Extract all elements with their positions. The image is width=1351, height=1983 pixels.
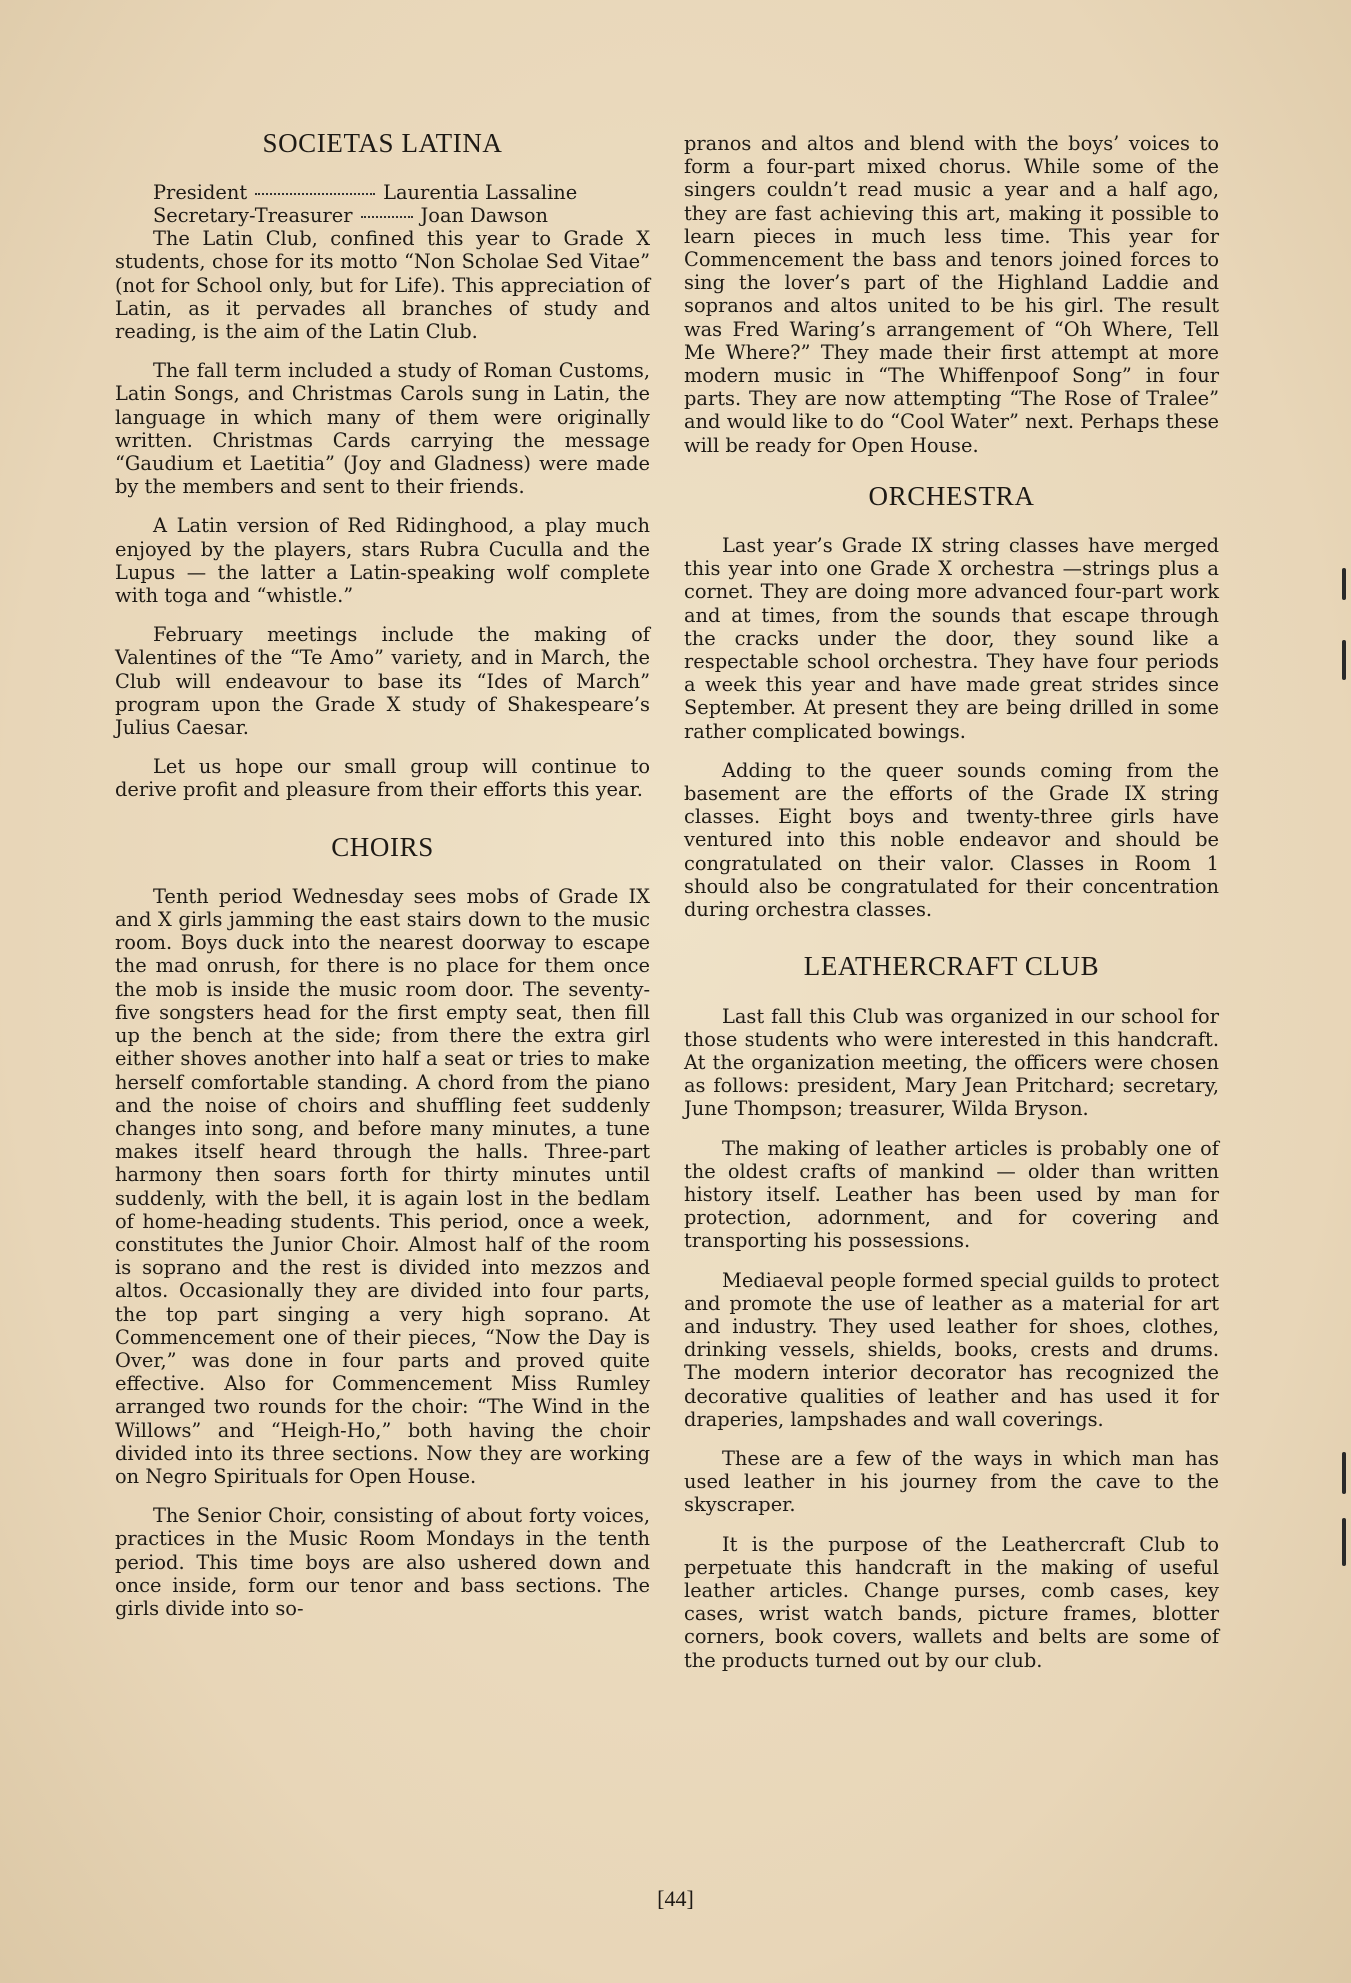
choirs-section	[115, 831, 650, 1621]
dot-leader	[255, 193, 375, 195]
paragraph: The Senior Choir, consisting of about forty voices, practices in the Music Room Mondays in the tenth period. This time boys are also ushered down and once inside, form our tenor and bass sections. The girls divide into so-	[115, 1504, 650, 1620]
paragraph: These are a few of the ways in which man has used leather in his journey from the cave to the skyscraper.	[684, 1446, 1219, 1517]
officer-label: President	[153, 181, 248, 205]
paragraph: The fall term included a study of Roman Customs, Latin Songs, and Christmas Carols sung in Latin, the language in which many of them were originally written. Christmas Cards carrying the message “Gaudium et Laetitia” (Joy and Gladness) were made by the members and sent to their friends.	[115, 359, 650, 499]
leathercraft-heading: LEATHERCRAFT CLUB	[803, 951, 1100, 982]
paragraph: Let us hope our small group will continue to derive profit and pleasure from their efforts this year.	[115, 755, 650, 802]
paragraph: Adding to the queer sounds coming from the basement are the efforts of the Grade IX string classes. Eight boys and twenty-three girls have ventured into this noble endeavor and should be congratulated on their valor. Classes in Room 1 should also be congratulated for their concentration during orchestra classes.	[684, 758, 1219, 922]
officer-secretary-treasurer	[115, 204, 650, 227]
page-number: [44]	[657, 1886, 694, 1911]
paragraph: Last year’s Grade IX string classes have merged this year into one Grade X orchestra —strings plus a cornet. They are doing more advanced four-part work and at times, from the sounds that escape through the cracks under the door, they sound like a respectable school orchestra. They have four periods a week this year and have made great strides since September. At present they are being drilled in some rather complicated bowings.	[684, 534, 1219, 743]
binding-mark	[1342, 568, 1346, 600]
right-column	[684, 132, 1219, 1688]
officer-name: Laurentia Lassaline	[383, 181, 578, 205]
binding-mark	[1342, 1452, 1346, 1494]
choirs-heading: CHOIRS	[331, 831, 434, 862]
officer-president	[115, 181, 650, 204]
paragraph: It is the purpose of the Leathercraft Club to perpetuate this handcraft in the making of useful leather articles. Change purses, comb cases, key cases, wrist watch bands, picture frames, blotter corners, book covers, wallets and belts are some of the products turned out by our club.	[684, 1532, 1219, 1672]
orchestra-heading: ORCHESTRA	[868, 480, 1035, 511]
societas-latina-section	[115, 128, 650, 802]
dot-leader	[361, 216, 413, 218]
orchestra-section	[684, 480, 1219, 922]
officer-label: Secretary-Treasurer	[153, 204, 353, 228]
left-column	[115, 128, 650, 1636]
binding-mark	[1342, 1518, 1346, 1566]
paragraph: Last fall this Club was organized in our school for those students who were interested in this handcraft. At the organization meeting, the officers were chosen as follows: president, Mary Jean Pritchard; secretary, June Thompson; treasurer, Wilda Bryson.	[684, 1004, 1219, 1121]
paragraph-continued: pranos and altos and blend with the boys’ voices to form a four-part mixed chorus. While some of the singers couldn’t read music a year and a half ago, they are fast achieving this art, making it possible to learn pieces in much less time. This year for Commencement the bass and tenors joined forces to sing the lover’s part of the Highland Laddie and sopranos and altos united to be his girl. The result was Fred Waring’s arrangement of “Oh Where, Tell Me Where?” They made their first attempt at more modern music in “The Whiffenpoof Song” in four parts. They are now attempting “The Rose of Tralee” and would like to do “Cool Water” next. Perhaps these will be ready for Open House.	[684, 132, 1219, 457]
paragraph: The making of leather articles is probably one of the oldest crafts of mankind — older than written history itself. Leather has been used by man for protection, adornment, and for covering and transporting his possessions.	[684, 1136, 1219, 1253]
paragraph: Mediaeval people formed special guilds to protect and promote the use of leather as a material for art and industry. They used leather for shoes, clothes, drinking vessels, shields, books, crests and drums. The modern interior decorator has recognized the decorative qualities of leather and has used it for draperies, lampshades and wall coverings.	[684, 1268, 1219, 1431]
paragraph: The Latin Club, confined this year to Grade X students, chose for its motto “Non Scholae Sed Vitae” (not for School only, but for Life). This appreciation of Latin, as it pervades all branches of study and reading, is the aim of the Latin Club.	[115, 227, 650, 344]
binding-mark	[1342, 640, 1346, 680]
paragraph: Tenth period Wednesday sees mobs of Grade IX and X girls jamming the east stairs down to the music room. Boys duck into the nearest doorway to escape the mad onrush, for there is no place for them once the mob is inside the music room door. The seventy-five songsters head for the first empty seat, then fill up the bench at the side; from there the extra girl either shoves another into half a seat or tries to make herself comfortable standing. A chord from the piano and the noise of choirs and shuffling feet suddenly changes into song, and before many minutes, a tune makes itself heard through the halls. Three-part harmony then soars forth for thirty minutes until suddenly, with the bell, it is again lost in the bedlam of home-heading students. This period, once a week, constitutes the Junior Choir. Almost half of the room is soprano and the rest is divided into mezzos and altos. Occasionally they are divided into four parts, the top part singing a very high soprano. At Commencement one of their pieces, “Now the Day is Over,” was done in four parts and proved quite effective. Also for Commencement Miss Rumley arranged two rounds for the choir: “The Wind in the Willows” and “Heigh-Ho,” both having the choir divided into its three sections. Now they are working on Negro Spirituals for Open House.	[115, 884, 650, 1488]
societas-latina-heading: SOCIETAS LATINA	[262, 128, 503, 158]
paragraph: February meetings include the making of Valentines of the “Te Amo” variety, and in March, the Club will endeavour to base its “Ides of March” program upon the Grade X study of Shakespeare’s Julius Caesar.	[115, 623, 650, 740]
leathercraft-section	[684, 951, 1219, 1672]
officer-name: Joan Dawson	[420, 204, 548, 228]
paragraph: A Latin version of Red Ridinghood, a play much enjoyed by the players, stars Rubra Cuculla and the Lupus — the latter a Latin-speaking wolf complete with toga and “whistle.”	[115, 514, 650, 608]
